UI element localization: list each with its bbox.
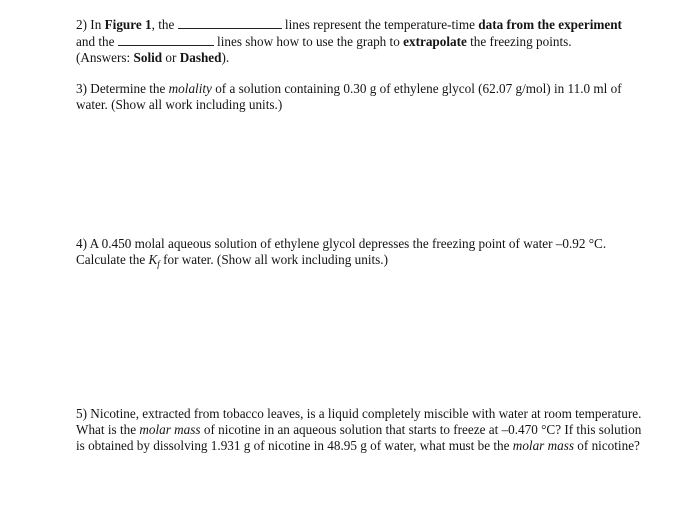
q4-k-symbol: K <box>148 252 158 267</box>
question-4 <box>76 236 676 268</box>
q4-calc-suffix: for water. (Show all work including units.) <box>163 252 388 267</box>
question-2-line-1 <box>76 16 676 33</box>
question-4-line-1 <box>76 236 676 252</box>
question-3 <box>76 81 676 113</box>
question-3-line-1 <box>76 81 676 97</box>
q5-line-1: Nicotine, extracted from tobacco leaves, is a liquid completely miscible with water at room temperature. <box>90 406 642 421</box>
question-2-line-3 <box>76 50 676 66</box>
q2-lines-show: lines show how to use the graph to <box>217 34 400 49</box>
q2-answer-blank-1[interactable] <box>178 16 282 29</box>
q2-freezing-points: the freezing points. <box>470 34 572 49</box>
q4-k-subscript: f <box>157 259 160 269</box>
q2-lines-represent: lines represent the temperature-time <box>284 17 475 32</box>
question-5-line-1 <box>76 406 676 422</box>
q5-what-is-the: What is the <box>76 422 137 437</box>
q2-dashed: Dashed <box>179 50 222 65</box>
q2-comma-the: , the <box>151 17 175 32</box>
q2-solid: Solid <box>133 50 163 65</box>
q2-answers-suffix: ). <box>221 50 230 65</box>
q5-line-3-prefix: is obtained by dissolving 1.931 g of nicotine in 48.95 g of water, what must be the <box>76 438 510 453</box>
q2-and-the: and the <box>76 34 115 49</box>
q3-rest-line-1: of a solution containing 0.30 g of ethylene glycol (62.07 g/mol) in 11.0 ml of <box>215 81 622 96</box>
question-3-line-2: water. (Show all work including units.) <box>76 97 283 112</box>
q2-or: or <box>165 50 177 65</box>
question-5-line-2 <box>76 422 676 438</box>
q5-line-2-rest: of nicotine in an aqueous solution that starts to freeze at –0.470 °C? If this solution <box>203 422 642 437</box>
q4-number: 4) <box>76 236 87 251</box>
q2-number: 2) <box>76 17 87 32</box>
q3-determine: Determine the <box>90 81 166 96</box>
q2-data-phrase: data from the experiment <box>478 17 622 32</box>
q4-line-1: A 0.450 molal aqueous solution of ethylene glycol depresses the freezing point of water –0.92 °C. <box>89 236 607 251</box>
q3-molality: molality <box>168 81 212 96</box>
q2-extrapolate: extrapolate <box>403 34 467 49</box>
q5-number: 5) <box>76 406 87 421</box>
q5-line-3-suffix: of nicotine? <box>577 438 640 453</box>
question-5 <box>76 406 676 454</box>
q2-answer-blank-2[interactable] <box>118 33 214 46</box>
q5-molar-mass: molar mass <box>139 422 201 437</box>
q5-molar-mass-2: molar mass <box>512 438 574 453</box>
question-2-line-2 <box>76 33 676 50</box>
q3-number: 3) <box>76 81 87 96</box>
q2-figure-label: Figure 1 <box>104 17 152 32</box>
q4-calc-prefix: Calculate the <box>76 252 146 267</box>
q2-in-text: In <box>90 17 102 32</box>
question-2 <box>76 16 676 66</box>
question-4-line-2 <box>76 252 676 268</box>
question-5-line-3 <box>76 438 676 454</box>
q2-answers-prefix: (Answers: <box>76 50 131 65</box>
